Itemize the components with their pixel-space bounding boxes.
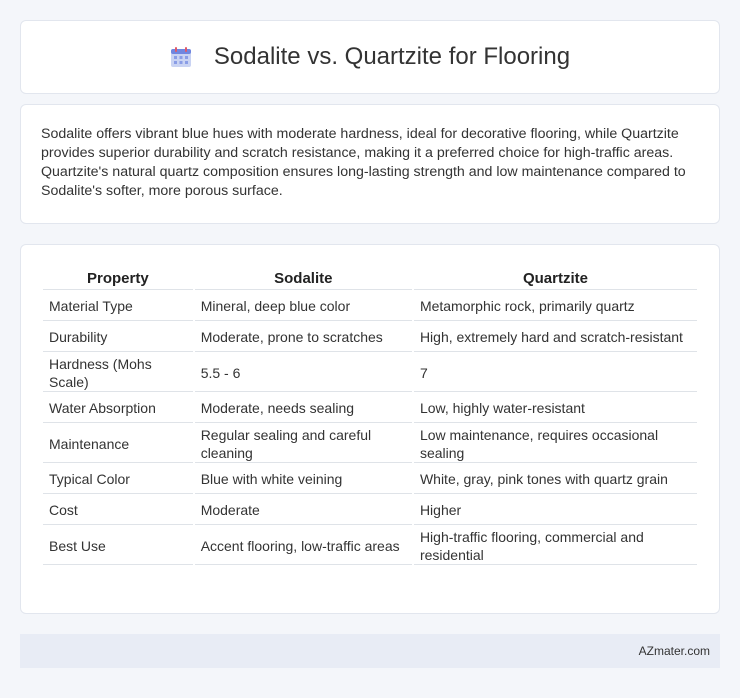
calendar-icon <box>170 46 192 68</box>
cell-property: Cost <box>43 496 193 525</box>
cell-sodalite: Accent flooring, low-traffic areas <box>195 527 412 565</box>
footer-bar <box>20 634 720 668</box>
page-title: Sodalite vs. Quartzite for Flooring <box>213 43 571 70</box>
cell-quartzite: Low maintenance, requires occasional sealing <box>414 425 697 463</box>
table-row <box>43 496 697 525</box>
cell-sodalite: Mineral, deep blue color <box>195 292 412 321</box>
cell-property: Typical Color <box>43 465 193 494</box>
header-quartzite: Quartzite <box>414 265 697 290</box>
cell-sodalite: Moderate <box>195 496 412 525</box>
cell-quartzite: High-traffic flooring, commercial and residential <box>414 527 697 565</box>
cell-quartzite: 7 <box>414 354 697 392</box>
table-row <box>43 292 697 321</box>
summary-card <box>20 104 720 224</box>
cell-quartzite: White, gray, pink tones with quartz grain <box>414 465 697 494</box>
cell-sodalite: Moderate, needs sealing <box>195 394 412 423</box>
table-row <box>43 354 697 392</box>
cell-property: Durability <box>43 323 193 352</box>
cell-quartzite: Higher <box>414 496 697 525</box>
cell-sodalite: Moderate, prone to scratches <box>195 323 412 352</box>
table-row <box>43 394 697 423</box>
summary-text: Sodalite offers vibrant blue hues with moderate hardness, ideal for decorative flooring, while Quartzite provides superior durability and scratch resistance, making it a preferred choice for high-traffic areas. Quartzite's natural quartz composition ensures long-lasting strength and low maintenance compared to Sodalite's softer, more porous surface. <box>41 126 686 199</box>
footer-site-link[interactable]: AZmater.com <box>638 644 710 658</box>
table-row <box>43 527 697 565</box>
table-row <box>43 465 697 494</box>
header-sodalite: Sodalite <box>195 265 412 290</box>
cell-property: Hardness (Mohs Scale) <box>43 354 193 392</box>
cell-property: Maintenance <box>43 425 193 463</box>
cell-property: Best Use <box>43 527 193 565</box>
comparison-table <box>41 263 699 567</box>
table-row <box>43 425 697 463</box>
header-property: Property <box>43 265 193 290</box>
cell-quartzite: High, extremely hard and scratch-resistant <box>414 323 697 352</box>
cell-property: Material Type <box>43 292 193 321</box>
table-row <box>43 323 697 352</box>
cell-quartzite: Low, highly water-resistant <box>414 394 697 423</box>
cell-property: Water Absorption <box>43 394 193 423</box>
cell-quartzite: Metamorphic rock, primarily quartz <box>414 292 697 321</box>
cell-sodalite: Blue with white veining <box>195 465 412 494</box>
table-header-row <box>43 265 697 290</box>
cell-sodalite: 5.5 - 6 <box>195 354 412 392</box>
comparison-table-card <box>20 244 720 614</box>
title-card <box>20 20 720 94</box>
cell-sodalite: Regular sealing and careful cleaning <box>195 425 412 463</box>
